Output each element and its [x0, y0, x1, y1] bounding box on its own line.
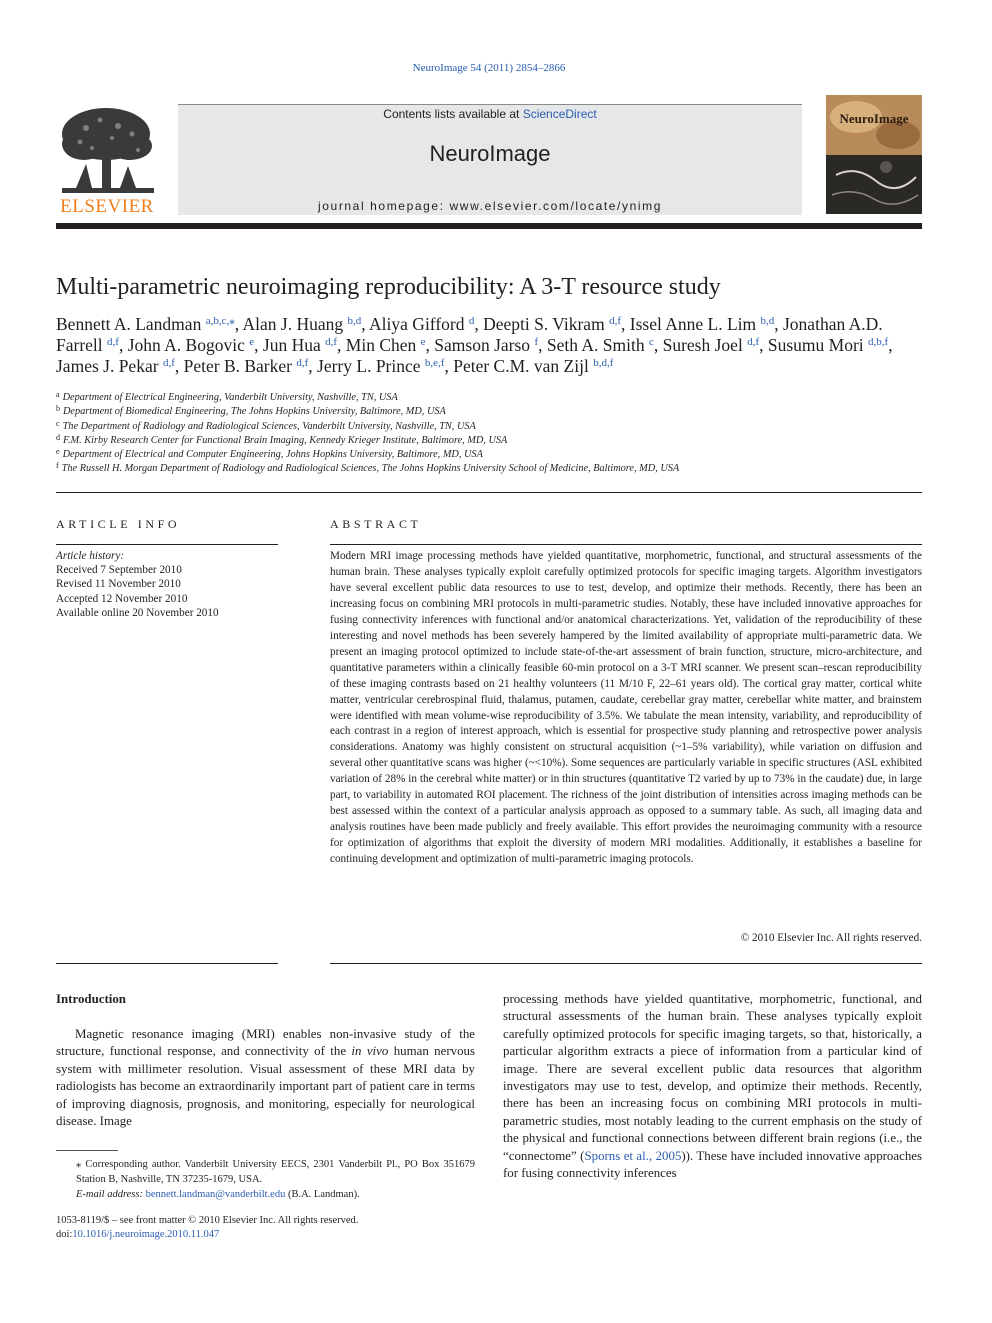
- author-list: Bennett A. Landman $^{a,b,c,⁎}$, Alan J. Huang $^{b,d}$, Aliya Gifford $^d$, Deepti S. Vikram $^{d,f}$, Issel Anne L. Lim $^{b,d}$, Jonathan A.D. Farrell $^{d,f}$, John A. Bogovic $^e$, Jun Hua $^{d,f}$, Min Chen $^e$, Samson Jarso $^f$, Seth A. Smith $^c$, Suresh Joel $^{d,f}$, Susumu Mori $^{d,b,f}$, James J. Pekar $^{d,f}$, Peter B. Barker $^{d,f}$, Jerry L. Prince $^{b,e,f}$, Peter C.M. van Zijl $^{b,d,f}$: [56, 314, 893, 376]
- history-entry: Revised 11 November 2010: [56, 578, 181, 591]
- author: Samson Jarso $^f$: [434, 335, 539, 355]
- contents-prefix: Contents lists available at: [383, 107, 523, 121]
- author: Susumu Mori $^{d,b,f}$: [767, 335, 889, 355]
- author: Aliya Gifford $^d$: [369, 314, 475, 334]
- introduction-heading: Introduction: [56, 992, 126, 1006]
- affiliation: $^f$ The Russell H. Morgan Department of Radiology and Radiological Sciences, The Johns Hopkins University School of Medicine, Baltimore, MD, USA: [56, 461, 680, 475]
- author: Peter C.M. van Zijl $^{b,d,f}$: [453, 356, 614, 376]
- journal-banner: [178, 104, 802, 215]
- email-link[interactable]: bennett.landman@vanderbilt.edu: [145, 1189, 286, 1200]
- affiliation: $^a$ Department of Electrical Engineering, Vanderbilt University, Nashville, TN, USA: [56, 390, 398, 403]
- cover-journal-title: NeuroImage: [839, 111, 909, 126]
- author: Bennett A. Landman $^{a,b,c,⁎}$: [56, 314, 235, 334]
- affiliation: $^e$ Department of Electrical and Computer Engineering, Johns Hopkins University, Baltimore, MD, USA: [56, 447, 483, 461]
- reference-link[interactable]: Sporns et al., 2005: [584, 1148, 682, 1163]
- abstract-text: Modern MRI image processing methods have yielded quantitative, morphometric, functional, and structural assessments of the human brain. These analyses typically exploit carefully optimized protocols for specific imaging targets. Algorithm investigators have several excellent public data resources to use to test, develop, and optimize their methods. Recently, there has been an increasing focus on combining MRI protocols in multi-parametric studies. Notably, these have included innovative approaches for fusing connectivity inferences with functional and/or anatomical characterizations. Yet, validation of the reproducibility of these interesting and novel methods has been severely hampered by the limited availability of appropriate multi-parametric data. We present an imaging protocol optimized to include state-of-the-art assessment of brain function, structure, micro-architecture, and quantitative parameters within a clinically feasible 60-min protocol on a 3-T MRI scanner. We present scan–rescan reproducibility of these imaging contrasts based on 21 healthy volunteers (11 M/10 F, 22–61 years old). The cortical gray matter, cortical white matter, ventricular cerebrospinal fluid, thalamus, putamen, caudate, cerebellar gray matter, cerebellar white matter, and brainstem were identified with mean volume-wise reproducibility of 3.5%. We tabulate the mean intensity, variability, and reproducibility of each contrast in a region of interest approach, which is essential for prospective study planning and retrospective power analysis considerations. Anatomy was highly consistent on structural acquisition (~1–5% variability), while variation on diffusion and several other quantitative scans was higher (~<10%). Some sequences are particularly variable in specific structures (ASL exhibited variation of 28% in the cerebral white matter) or in thin structures (quantitative T2 varied by up to 73% in the caudate) due, in large part, to variability in automated ROI placement. The richness of the joint distribution of intensities across imaging methods can be best assessed within the context of a particular analysis approach as opposed to a summary table. As such, all imaging data and analysis routines have been made publicly and freely available. This effort provides the neuroimaging community with a resource for optimization of algorithms that exploit the diversity of modern MRI modalities. Additionally, it establishes a baseline for continuing development and optimization of multi-parametric imaging protocols.: [330, 550, 922, 866]
- article-info-heading: ARTICLE INFO: [56, 517, 181, 531]
- abstract-heading: ABSTRACT: [330, 517, 422, 531]
- journal-homepage[interactable]: journal homepage: www.elsevier.com/locate/ynimg: [318, 199, 662, 213]
- info-bottom-divider: [56, 963, 278, 964]
- author: Seth A. Smith $^c$: [546, 335, 654, 355]
- elsevier-wordmark: ELSEVIER: [60, 196, 154, 217]
- author: Issel Anne L. Lim $^{b,d}$: [629, 314, 775, 334]
- front-matter-note: [56, 1214, 475, 1243]
- author: Suresh Joel $^{d,f}$: [662, 335, 760, 355]
- intro-paragraph-right: processing methods have yielded quantitative, morphometric, functional, and structural assessments of the human brain. These analyses typically exploit carefully optimized protocols for specific imaging targets, so that, historically, a particular algorithm extracts a piece of information from a particular kind of image. There are several excellent public data resources that algorithm investigators may use to test, develop, and optimize their methods. Recently, there has been an increasing focus on combining MRI protocols in multi-parametric studies, most notably leading to the current emphasis on the study of the physical and functional connections between different brain regions (i.e., the “connectome” (Sporns et al., 2005)). These have included innovative approaches for fusing connectivity inferences: [503, 992, 923, 1181]
- header-divider: [56, 223, 922, 229]
- journal-name: NeuroImage: [429, 141, 551, 166]
- email-note: E-mail address: bennett.landman@vanderbilt.edu (B.A. Landman).: [76, 1189, 360, 1200]
- author: James J. Pekar $^{d,f}$: [56, 356, 175, 376]
- corresponding-author-note: ⁎ Corresponding author. Vanderbilt University EECS, 2301 Vanderbilt Pl., PO Box 351679 Station B, Nashville, TN 37235-1679, USA.: [76, 1159, 475, 1185]
- author: Alan J. Huang $^{b,d}$: [242, 314, 362, 334]
- abstract-bottom-divider: [330, 963, 922, 964]
- affiliation: $^d$ F.M. Kirby Research Center for Functional Brain Imaging, Kennedy Krieger Institute, Baltimore, MD, USA: [56, 432, 508, 446]
- history-entry: Received 7 September 2010: [56, 564, 182, 577]
- doi-line: doi:10.1016/j.neuroimage.2010.11.047: [56, 1229, 220, 1241]
- author: Min Chen $^e$: [345, 335, 426, 355]
- abstract-divider: [330, 544, 922, 545]
- issn-line: 1053-8119/$ – see front matter © 2010 Elsevier Inc. All rights reserved.: [56, 1215, 359, 1226]
- journal-citation[interactable]: NeuroImage 54 (2011) 2854–2866: [412, 62, 566, 74]
- affiliation-divider: [56, 492, 922, 493]
- copyright-notice: © 2010 Elsevier Inc. All rights reserved.: [740, 932, 922, 944]
- corresponding-footnote: [56, 1157, 475, 1202]
- author: Jun Hua $^{d,f}$: [262, 335, 338, 355]
- history-label: Article history:: [56, 550, 125, 562]
- intro-paragraph-left: Magnetic resonance imaging (MRI) enables non-invasive study of the structure, functional response, and connectivity of the in vivo human nervous system with millimeter resolution. Visual assessment of these MRI data by radiologists has become an extraordinarily important part of patient care in terms of improving diagnosis, prognosis, and monitoring, especially for neurological disease. Image: [56, 1027, 475, 1129]
- doi-link[interactable]: 10.1016/j.neuroimage.2010.11.047: [72, 1229, 220, 1241]
- author: Jonathan A.D. Farrell $^{d,f}$: [56, 314, 883, 355]
- history-entry: Accepted 12 November 2010: [56, 592, 188, 605]
- author: Peter B. Barker $^{d,f}$: [183, 356, 309, 376]
- author: Jerry L. Prince $^{b,e,f}$: [317, 356, 445, 376]
- author: John A. Bogovic $^e$: [127, 335, 255, 355]
- article-history: [56, 549, 278, 620]
- affiliation: $^c$ The Department of Radiology and Radiological Sciences, Vanderbilt University, Nashville, TN, USA: [56, 418, 476, 432]
- contents-line: [178, 107, 802, 121]
- article-title: Multi-parametric neuroimaging reproducibility: A 3-T resource study: [56, 274, 721, 300]
- affiliation: $^b$ Department of Biomedical Engineering, The Johns Hopkins University, Baltimore, MD, USA: [56, 404, 446, 418]
- author: Deepti S. Vikram $^{d,f}$: [483, 314, 621, 334]
- article-info-divider: [56, 544, 278, 545]
- journal-cover-image: [826, 95, 922, 214]
- sciencedirect-link[interactable]: ScienceDirect: [522, 107, 597, 121]
- history-entry: Available online 20 November 2010: [56, 606, 219, 619]
- affiliation-list: [56, 391, 922, 477]
- footnote-divider: [56, 1150, 118, 1151]
